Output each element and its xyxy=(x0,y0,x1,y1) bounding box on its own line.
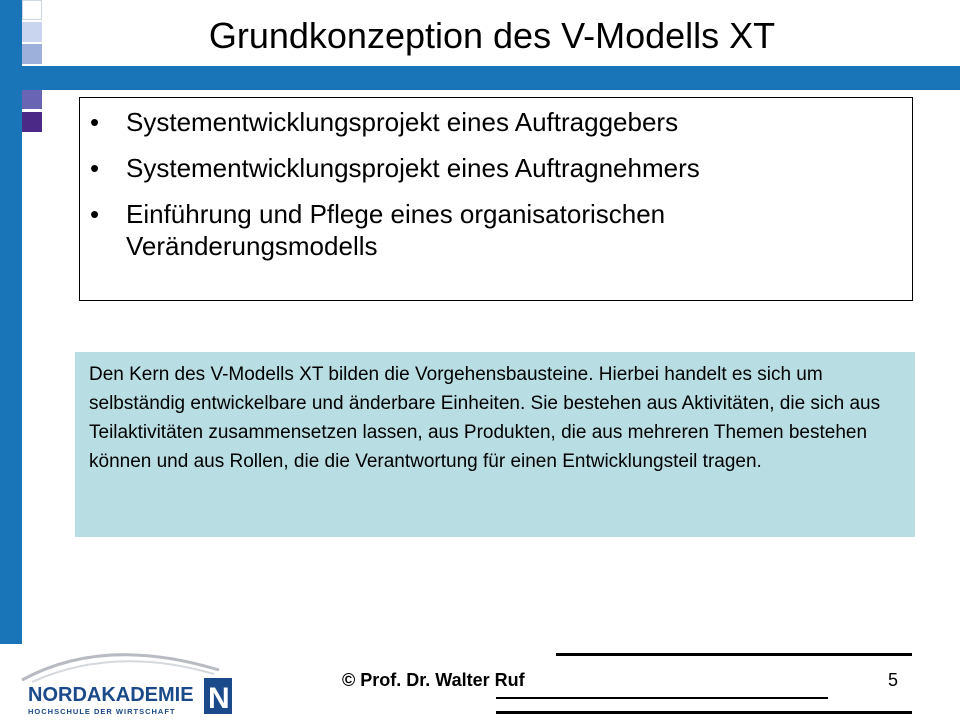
logo-name: NORDAKADEMIE xyxy=(28,684,194,706)
left-decorative-bar xyxy=(0,0,22,644)
footer-divider xyxy=(496,697,828,699)
bullet-box xyxy=(79,97,913,301)
nordakademie-logo xyxy=(14,640,242,718)
decorative-square xyxy=(22,44,42,64)
bullet-text: Systementwicklungsprojekt eines Auftraggebers xyxy=(126,107,679,137)
footer-divider xyxy=(496,711,830,714)
logo-mark: N xyxy=(208,682,230,715)
page-title: Grundkonzeption des V-Modells XT xyxy=(208,15,776,56)
info-box xyxy=(75,352,915,537)
bullet-glyph: • xyxy=(90,199,100,229)
footer-divider xyxy=(556,653,912,656)
bullet-item xyxy=(80,152,912,184)
bullet-glyph: • xyxy=(90,107,100,137)
decorative-square xyxy=(22,0,42,20)
footer-divider xyxy=(826,711,912,714)
bullet-item xyxy=(80,198,912,262)
copyright-text: © Prof. Dr. Walter Ruf xyxy=(342,670,525,690)
bullet-item xyxy=(80,106,912,138)
bullet-text: Systementwicklungsprojekt eines Auftragnehmers xyxy=(126,153,700,183)
decorative-square xyxy=(22,89,42,109)
title-band xyxy=(22,66,960,90)
bullet-text: Einführung und Pflege eines organisatorischen Veränderungsmodells xyxy=(126,199,666,261)
bullet-list xyxy=(80,98,912,262)
decorative-square xyxy=(22,22,42,42)
slide-number: 5 xyxy=(888,670,899,690)
bullet-glyph: • xyxy=(90,153,100,183)
info-text: Den Kern des V-Modells XT bilden die Vorgehensbausteine. Hierbei handelt es sich um selbständig entwickelbare und änderbare Einheiten. Sie bestehen aus Aktivitäten, die sich aus Teilaktivitäten zusammensetzen lassen, aus Produkten, die aus mehreren Themen bestehen können und aus Rollen, die die Verantwortung für einen Entwicklungsteil tragen. xyxy=(89,364,881,472)
logo-subtitle: HOCHSCHULE DER WIRTSCHAFT xyxy=(28,707,176,716)
decorative-square xyxy=(22,112,42,132)
